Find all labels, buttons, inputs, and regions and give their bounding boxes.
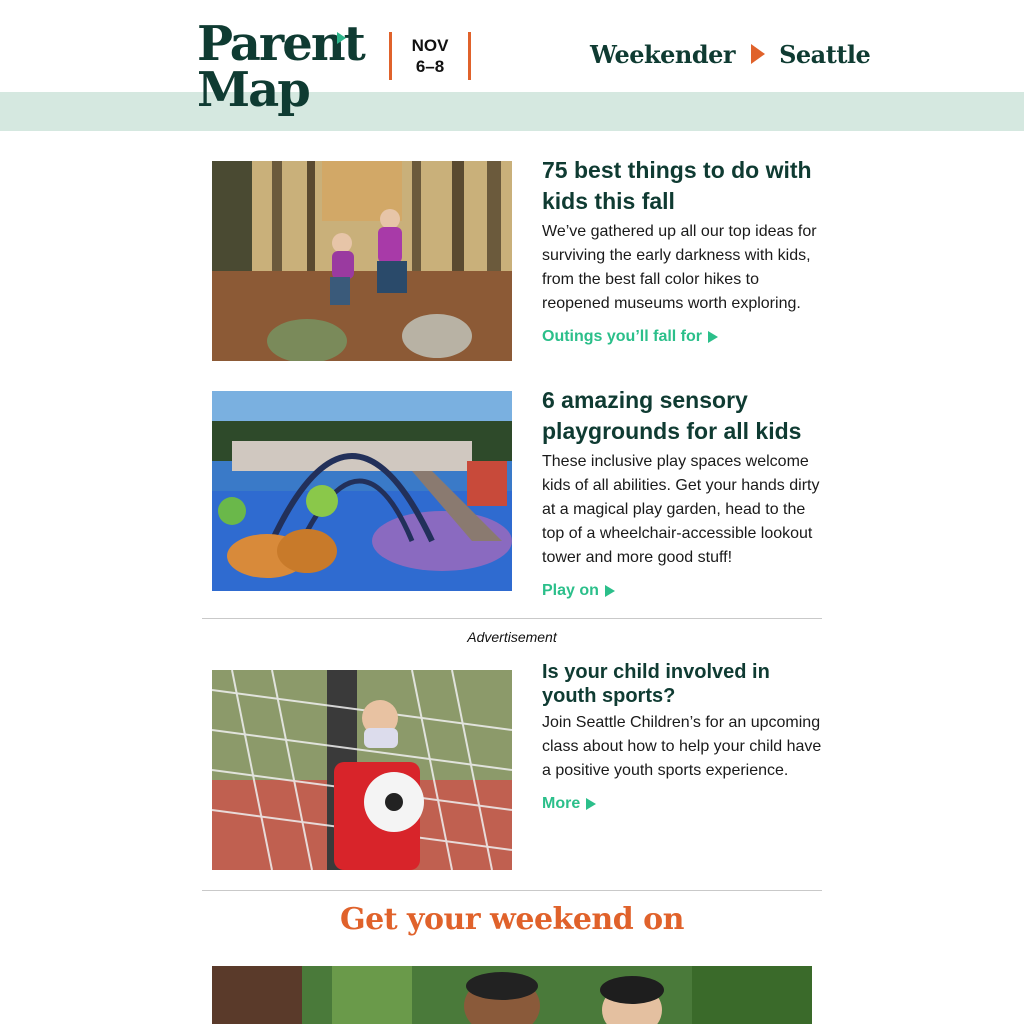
logo-line-2: Map	[197, 62, 309, 118]
hero-image-family[interactable]	[212, 966, 812, 1024]
article-text	[542, 155, 824, 346]
article-title[interactable]: 75 best things to do with kids this fall	[542, 157, 812, 214]
forest-kids-photo	[212, 161, 512, 361]
issue-date	[389, 32, 471, 80]
logo-line-1: Parent	[197, 16, 364, 72]
issue-day-range: 6–8	[415, 57, 445, 76]
divider	[202, 890, 822, 891]
article-image-forest-kids[interactable]	[212, 161, 512, 361]
divider	[202, 618, 822, 619]
cta-label: More	[542, 795, 581, 812]
ad-description: Join Seattle Children’s for an upcoming class about how to help your child have a positive youth sports experience.	[542, 714, 822, 779]
play-arrow-icon	[751, 44, 765, 64]
parentmap-logo[interactable]	[197, 14, 364, 122]
ad-text	[542, 660, 824, 813]
more-link[interactable]	[542, 795, 596, 813]
cta-label: Outings you’ll fall for	[542, 328, 702, 345]
article-title[interactable]: 6 amazing sensory playgrounds for all kids	[542, 387, 802, 444]
edition-label	[590, 38, 870, 70]
soccer-kid-photo	[212, 670, 512, 870]
edition-city: Seattle	[779, 39, 871, 69]
family-photo	[212, 966, 812, 1024]
article-text	[542, 385, 824, 600]
ad-image-soccer-kid[interactable]	[212, 670, 512, 870]
logo-triangle-icon	[337, 32, 346, 44]
cta-label: Play on	[542, 582, 599, 599]
article-description: We’ve gathered up all our top ideas for surviving the early darkness with kids, from the best fall color hikes to reopened museums worth exploring.	[542, 223, 817, 312]
play-arrow-icon	[605, 585, 615, 597]
advertisement-label: Advertisement	[467, 629, 557, 645]
article-description: These inclusive play spaces welcome kids of all abilities. Get your hands dirty at a magical play garden, head to the top of a wheelchair-accessible lookout tower and more good stuff!	[542, 453, 820, 566]
playground-photo	[212, 391, 512, 591]
email-header	[0, 0, 1024, 131]
outings-link[interactable]	[542, 328, 718, 346]
issue-month: NOV	[411, 36, 449, 55]
article-image-playground[interactable]	[212, 391, 512, 591]
header-band	[0, 92, 1024, 131]
play-arrow-icon	[586, 798, 596, 810]
section-title: Get your weekend on	[340, 902, 684, 937]
edition-name: Weekender	[590, 39, 736, 69]
play-on-link[interactable]	[542, 582, 615, 600]
play-arrow-icon	[708, 331, 718, 343]
ad-title[interactable]: Is your child involved in youth sports?	[542, 661, 770, 707]
